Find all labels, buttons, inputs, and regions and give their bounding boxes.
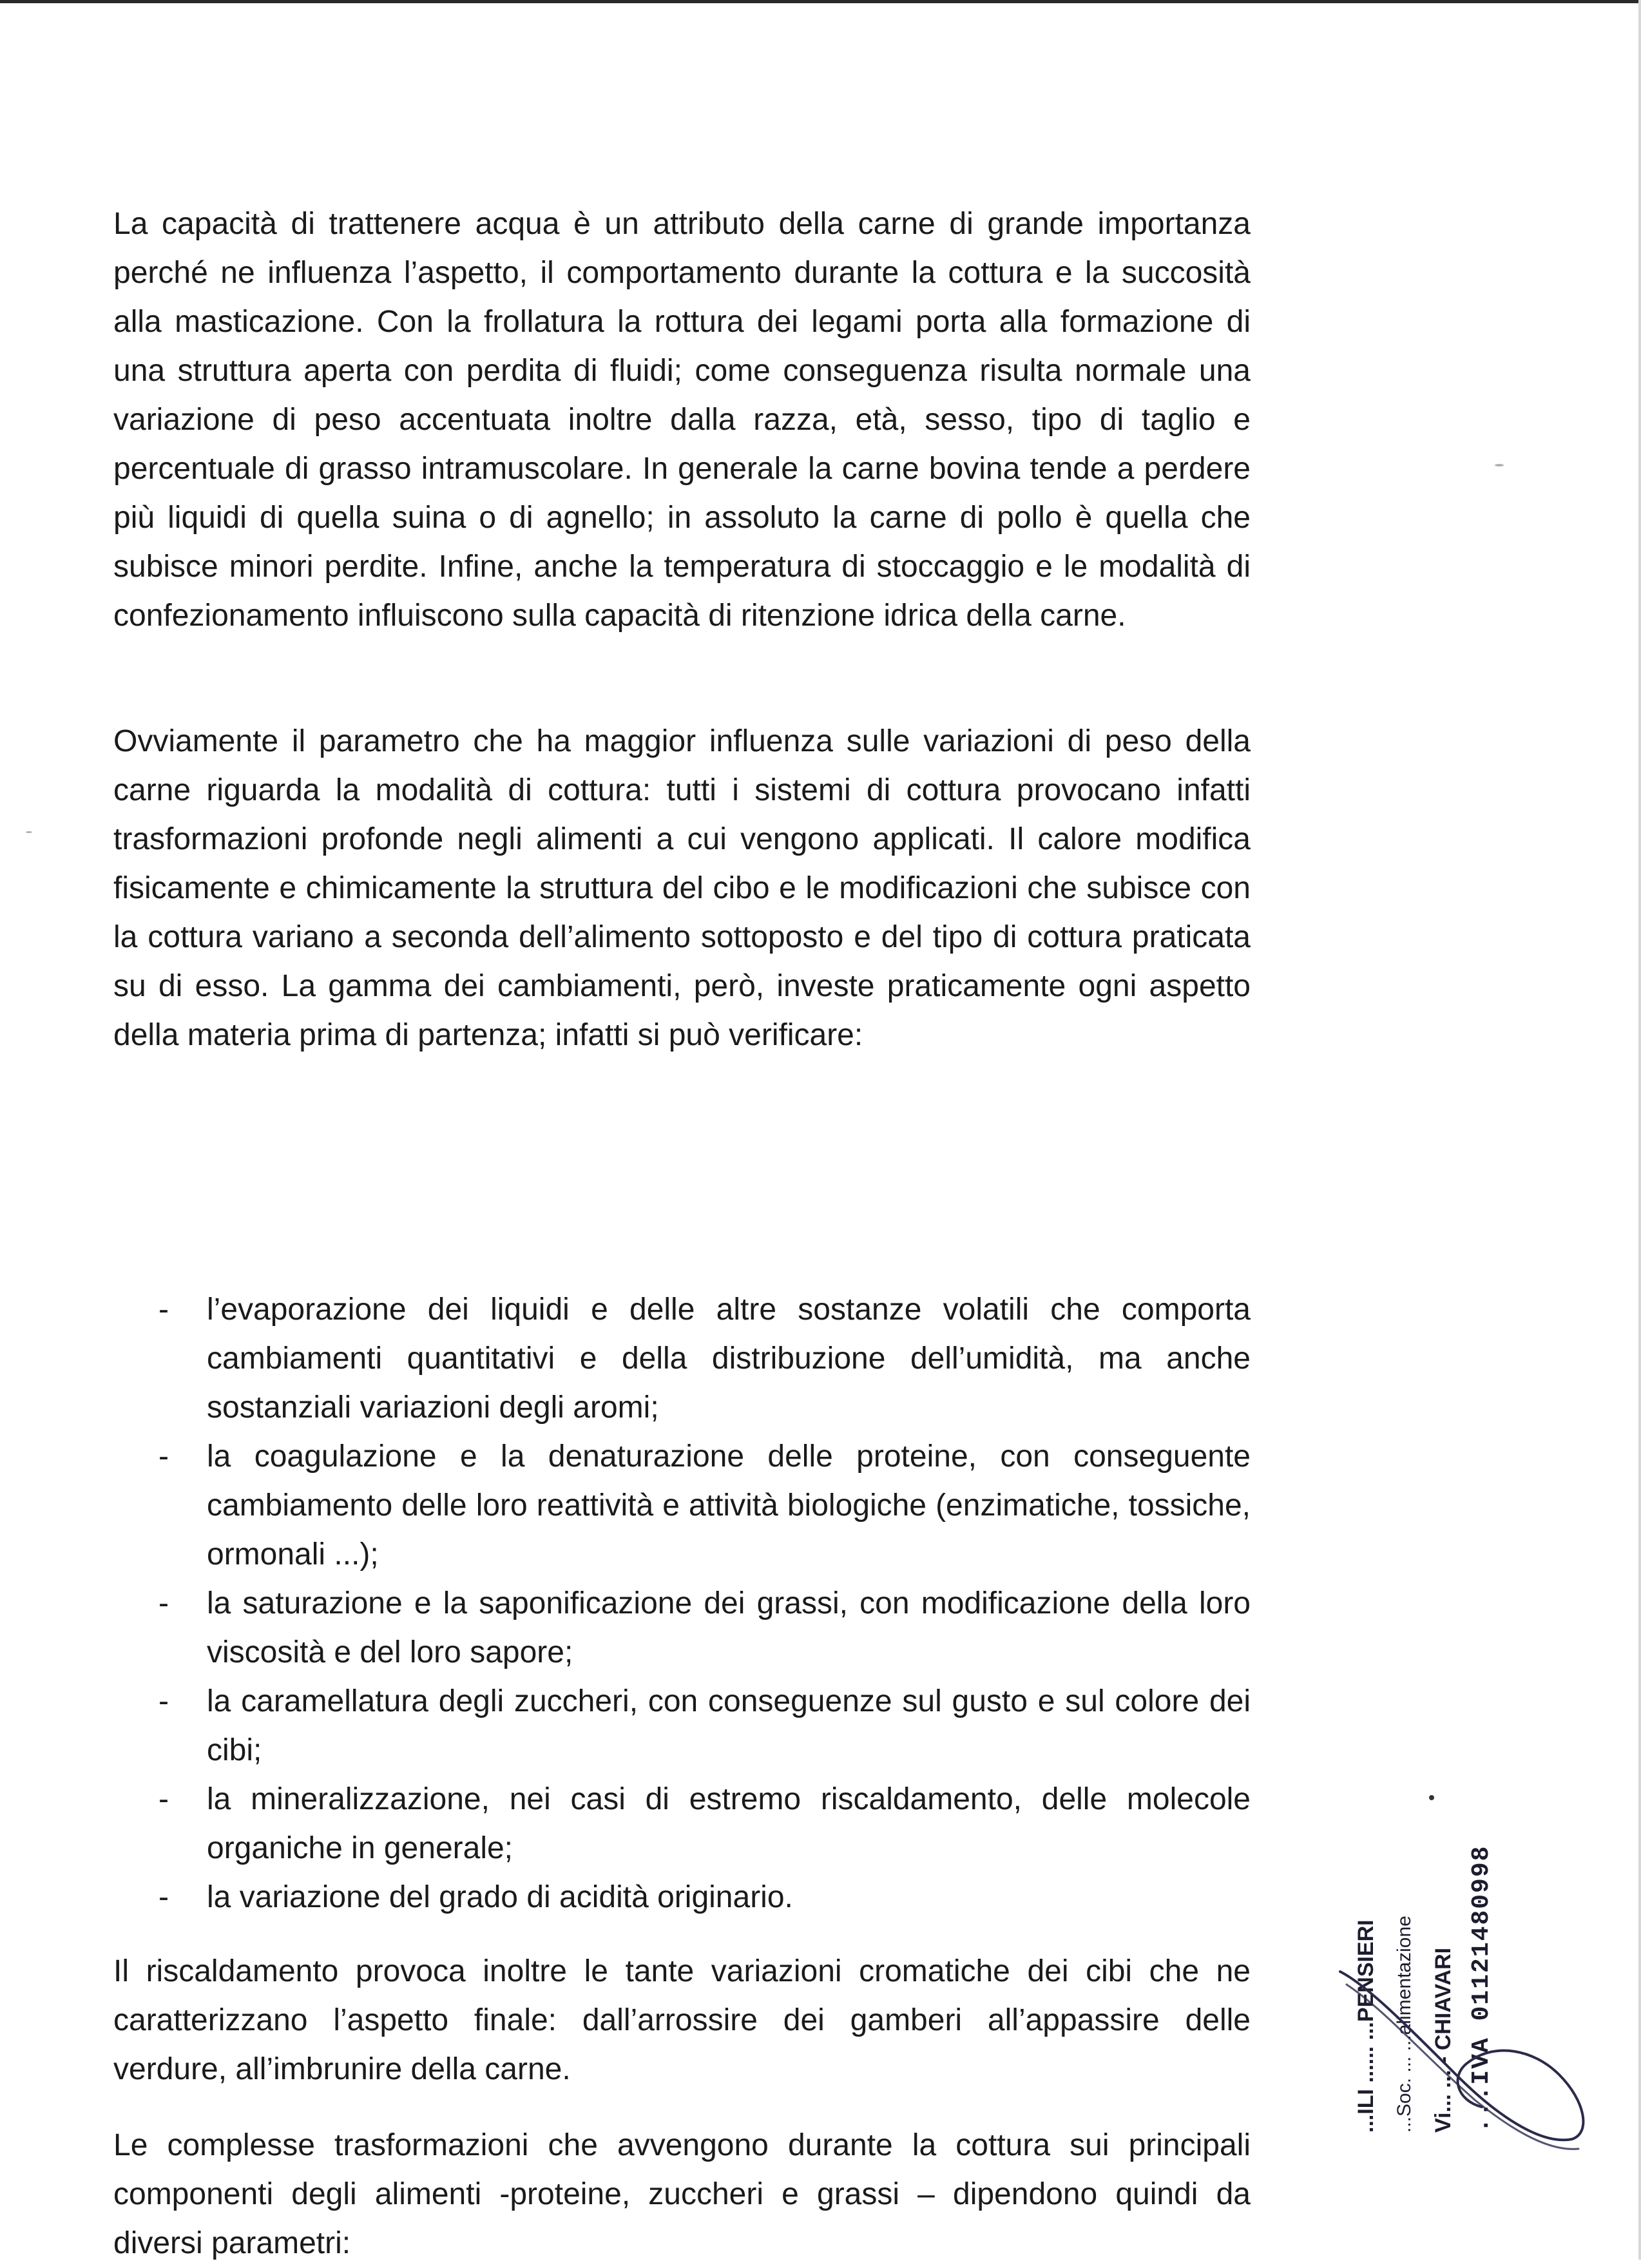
list-item (113, 1579, 1251, 1677)
transformations-list (113, 1285, 1251, 1922)
scan-edge-top (0, 0, 1641, 3)
stamp-line-address: Vi... ... - CHIAVARI (1431, 1947, 1455, 2133)
list-item (113, 1775, 1251, 1873)
paragraph-color-changes: Il riscaldamento provoca inoltre le tante variazioni cromatiche dei cibi che ne caratterizzano l’aspetto finale: dall’arrossire dei gamberi all’appassire delle verdure, all’imbrunire della carne. (113, 1954, 1251, 2086)
list-item (113, 1285, 1251, 1432)
stamp-line-vat: ...IVA 01121480998 (1468, 1845, 1495, 2133)
list-dash: - (158, 1586, 169, 1620)
paragraph-cooking-modality: Ovviamente il parametro che ha maggior influenza sulle variazioni di peso della carne riguarda la modalità di cottura: tutti i sistemi di cottura provocano infatti trasformazioni profonde negli alimenti a cui vengono applicati. Il calore modifica fisicamente e chimicamente la struttura del cibo e le modificazioni che subisce con la cottura variano a seconda dell’alimento sottoposto e del tipo di cottura praticata su di esso. La gamma dei cambiamenti, però, investe praticamente ogni aspetto della materia prima di partenza; infatti si può verificare: (113, 724, 1251, 1052)
stamp-line-name: ...ILI ...... ...PENSIERI (1354, 1919, 1378, 2133)
scan-speck (1495, 464, 1504, 466)
scan-speck (1429, 1795, 1434, 1800)
list-item (113, 1873, 1251, 1922)
list-item (113, 1432, 1251, 1579)
scan-edge-right (1638, 0, 1641, 2260)
list-dash: - (158, 1439, 169, 1474)
paragraph-parameters: Le complesse trasformazioni che avvengono durante la cottura sui principali componenti degli alimenti -proteine, zuccheri e grassi – dipendono quindi da diversi parametri: (113, 2128, 1251, 2260)
list-dash: - (158, 1293, 169, 1327)
list-item-text: la saturazione e la saponificazione dei grassi, con modificazione della loro viscosità e del loro sapore; (207, 1586, 1251, 1669)
signature-scribble (1327, 1946, 1598, 2165)
list-dash: - (158, 1782, 169, 1816)
scan-speck (26, 831, 32, 833)
paragraph-water-retention: La capacità di trattenere acqua è un attributo della carne di grande importanza perché ne influenza l’aspetto, il comportamento durante la cottura e la succosità alla masticazione. Con la frollatura la rottura dei legami porta alla formazione di una struttura aperta con perdita di fluidi; come conseguenza risulta normale una variazione di peso accentuata inoltre dalla razza, età, sesso, tipo di taglio e percentuale di grasso intramuscolare. In generale la carne bovina tende a perdere più liquidi di quella suina o di agnello; in assoluto la carne di pollo è quella che subisce minori perdite. Infine, anche la temperatura di stoccaggio e le modalità di confezionamento influiscono sulla capacità di ritenzione idrica della carne. (113, 207, 1251, 633)
stamp-line-company: ...Soc. ... ...alimentazione (1394, 1916, 1415, 2133)
list-item-text: la variazione del grado di acidità originario. (207, 1880, 793, 1914)
list-item-text: la coagulazione e la denaturazione delle proteine, con conseguente cambiamento delle loro reattività e attività biologiche (enzimatiche, tossiche, ormonali ...); (207, 1439, 1251, 1571)
list-item-text: l’evaporazione dei liquidi e delle altre sostanze volatili che comporta cambiamenti quantitativi e della distribuzione dell’umidità, ma anche sostanziali variazioni degli aromi; (207, 1293, 1251, 1425)
list-item-text: la mineralizzazione, nei casi di estremo riscaldamento, delle molecole organiche in generale; (207, 1782, 1251, 1865)
list-dash: - (158, 1880, 169, 1914)
list-item (113, 1677, 1251, 1775)
list-dash: - (158, 1684, 169, 1718)
list-item-text: la caramellatura degli zuccheri, con conseguenze sul gusto e sul colore dei cibi; (207, 1684, 1251, 1767)
